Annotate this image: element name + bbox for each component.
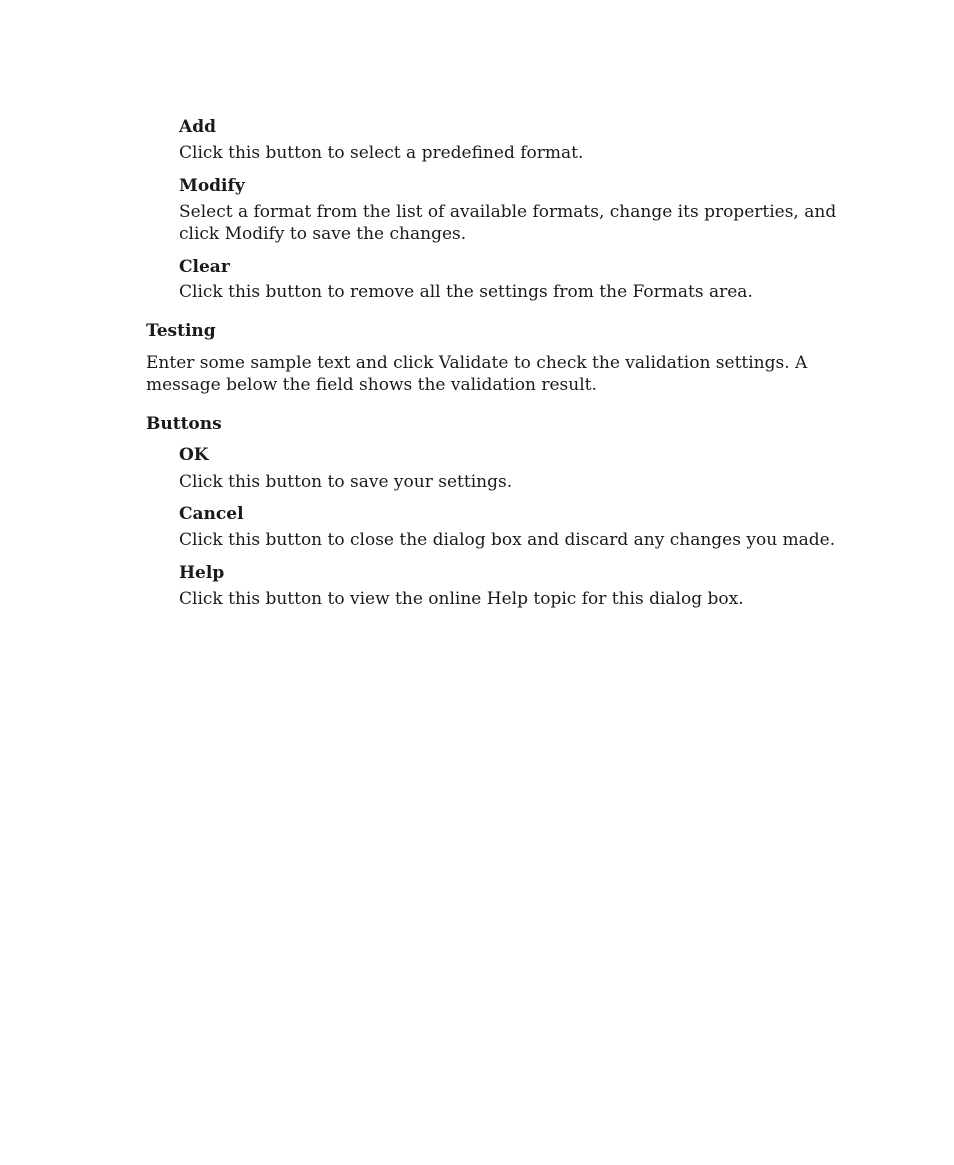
desc-modify: Select a format from the list of available formats, change its properties, and click Modify to save the changes. <box>179 202 837 244</box>
term-modify: Modify <box>179 176 245 196</box>
desc-add: Click this button to select a predefined format. <box>179 143 584 163</box>
section-heading-buttons: Buttons <box>146 414 222 434</box>
testing-paragraph: Enter some sample text and click Validate to check the validation settings. A message below the field shows the validation result. <box>146 353 808 395</box>
desc-cancel: Click this button to close the dialog box and discard any changes you made. <box>179 530 836 550</box>
term-clear: Clear <box>179 257 230 277</box>
desc-clear: Click this button to remove all the settings from the Formats area. <box>179 282 753 302</box>
term-help: Help <box>179 563 225 583</box>
desc-ok: Click this button to save your settings. <box>179 472 513 492</box>
desc-help: Click this button to view the online Help topic for this dialog box. <box>179 589 744 609</box>
term-ok: OK <box>179 445 209 465</box>
term-cancel: Cancel <box>179 504 244 524</box>
term-add: Add <box>179 117 216 137</box>
section-heading-testing: Testing <box>146 321 216 341</box>
